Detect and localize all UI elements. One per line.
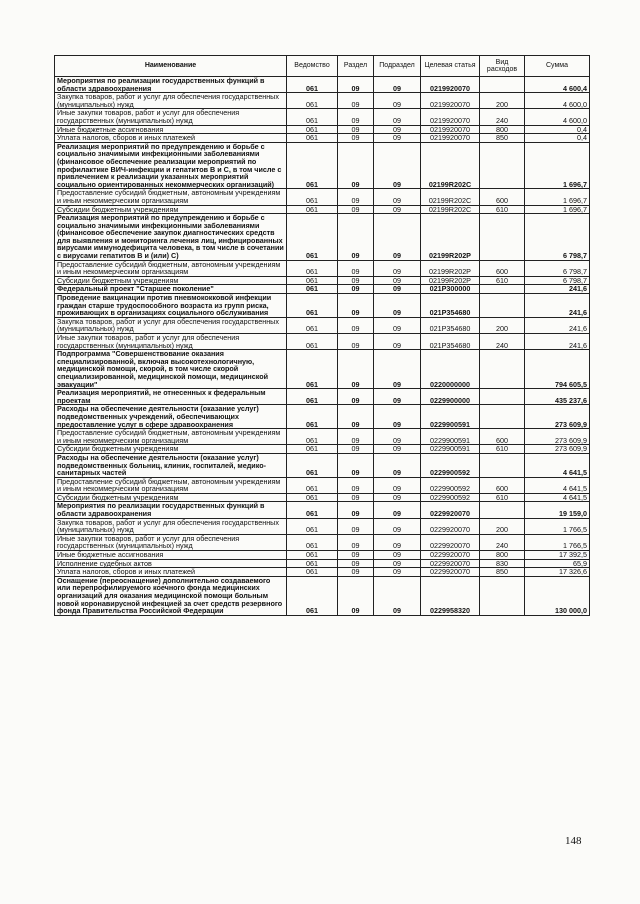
- cell-section: 09: [338, 576, 374, 615]
- header-subsection: Подраздел: [374, 56, 421, 77]
- cell-exptype: 600: [480, 429, 525, 445]
- header-target: Целевая статья: [421, 56, 480, 77]
- cell-dept: 061: [287, 294, 338, 318]
- cell-section: 09: [338, 214, 374, 261]
- cell-name: Иные закупки товаров, работ и услуг для обеспечения государственных (муниципальных) нужд: [55, 109, 287, 125]
- cell-dept: 061: [287, 518, 338, 534]
- header-amount: Сумма: [525, 56, 590, 77]
- cell-subsection: 09: [374, 551, 421, 560]
- table-row: [55, 453, 590, 477]
- cell-dept: 061: [287, 445, 338, 454]
- cell-exptype: [480, 77, 525, 93]
- cell-subsection: 09: [374, 534, 421, 550]
- cell-amount: 6 798,7: [525, 214, 590, 261]
- cell-subsection: 09: [374, 276, 421, 285]
- cell-amount: 273 609,9: [525, 429, 590, 445]
- cell-name: Иные бюджетные ассигнования: [55, 125, 287, 134]
- cell-section: 09: [338, 559, 374, 568]
- cell-exptype: 800: [480, 125, 525, 134]
- cell-subsection: 09: [374, 518, 421, 534]
- cell-name: Закупка товаров, работ и услуг для обеспечения государственных (муниципальных) нужд: [55, 93, 287, 109]
- cell-target: 0220000000: [421, 350, 480, 389]
- cell-target: 0229900591: [421, 405, 480, 429]
- cell-target: 0229920070: [421, 559, 480, 568]
- cell-name: Предоставление субсидий бюджетным, автономным учреждениям и иным некоммерческим организациям: [55, 260, 287, 276]
- cell-subsection: 09: [374, 93, 421, 109]
- cell-section: 09: [338, 189, 374, 205]
- cell-exptype: 610: [480, 205, 525, 214]
- table-row: [55, 134, 590, 143]
- table-row: [55, 559, 590, 568]
- cell-target: 021P300000: [421, 285, 480, 294]
- cell-target: 0229900000: [421, 389, 480, 405]
- cell-exptype: 830: [480, 559, 525, 568]
- cell-amount: 17 392,5: [525, 551, 590, 560]
- cell-exptype: 240: [480, 534, 525, 550]
- cell-dept: 061: [287, 142, 338, 189]
- cell-subsection: 09: [374, 334, 421, 350]
- cell-subsection: 09: [374, 453, 421, 477]
- cell-dept: 061: [287, 205, 338, 214]
- cell-section: 09: [338, 334, 374, 350]
- cell-target: 0219920070: [421, 134, 480, 143]
- cell-section: 09: [338, 429, 374, 445]
- cell-name: Закупка товаров, работ и услуг для обеспечения государственных (муниципальных) нужд: [55, 518, 287, 534]
- cell-section: 09: [338, 502, 374, 518]
- cell-section: 09: [338, 534, 374, 550]
- cell-target: 02199R202C: [421, 142, 480, 189]
- cell-amount: 1 766,5: [525, 518, 590, 534]
- cell-subsection: 09: [374, 317, 421, 333]
- cell-target: 0229900591: [421, 429, 480, 445]
- cell-target: 02199R202C: [421, 205, 480, 214]
- cell-amount: 4 641,5: [525, 493, 590, 502]
- cell-dept: 061: [287, 568, 338, 577]
- page-number: 148: [565, 835, 582, 847]
- cell-exptype: [480, 576, 525, 615]
- cell-dept: 061: [287, 559, 338, 568]
- cell-name: Расходы на обеспечение деятельности (оказание услуг) подведомственных учреждений, обеспечивающих предоставление услуг в сфере здравоохранения: [55, 405, 287, 429]
- cell-target: 0229900592: [421, 493, 480, 502]
- cell-amount: 6 798,7: [525, 276, 590, 285]
- cell-amount: 241,6: [525, 317, 590, 333]
- cell-exptype: [480, 453, 525, 477]
- cell-name: Проведение вакцинации против пневмококковой инфекции граждан старше трудоспособного возраста из групп риска, проживающих в организациях социального обслуживания: [55, 294, 287, 318]
- table-row: [55, 205, 590, 214]
- cell-section: 09: [338, 109, 374, 125]
- table-row: [55, 77, 590, 93]
- cell-section: 09: [338, 493, 374, 502]
- cell-exptype: [480, 294, 525, 318]
- cell-target: 021P354680: [421, 294, 480, 318]
- budget-table: [54, 55, 590, 616]
- cell-amount: 241,6: [525, 334, 590, 350]
- cell-subsection: 09: [374, 445, 421, 454]
- cell-subsection: 09: [374, 350, 421, 389]
- cell-dept: 061: [287, 477, 338, 493]
- cell-amount: 4 600,4: [525, 77, 590, 93]
- cell-dept: 061: [287, 214, 338, 261]
- cell-dept: 061: [287, 189, 338, 205]
- cell-amount: 1 696,7: [525, 205, 590, 214]
- cell-exptype: 800: [480, 551, 525, 560]
- cell-section: 09: [338, 389, 374, 405]
- table-row: [55, 285, 590, 294]
- cell-section: 09: [338, 350, 374, 389]
- table-row: [55, 445, 590, 454]
- cell-exptype: [480, 285, 525, 294]
- cell-amount: 65,9: [525, 559, 590, 568]
- cell-section: 09: [338, 93, 374, 109]
- cell-name: Субсидии бюджетным учреждениям: [55, 493, 287, 502]
- cell-amount: 17 326,6: [525, 568, 590, 577]
- cell-amount: 0,4: [525, 134, 590, 143]
- table-row: [55, 518, 590, 534]
- table-row: [55, 477, 590, 493]
- cell-amount: 4 641,5: [525, 453, 590, 477]
- cell-exptype: 850: [480, 568, 525, 577]
- cell-name: Реализация мероприятий по предупреждению и борьбе с социально значимыми инфекционными заболеваниями (финансовое обеспечение реализации мероприятий по профилактике ВИЧ-инфекции и гепатитов В и С, в том числе с привлечением к реализации указанных мероприятий социально ориентированных некоммерческих организаций): [55, 142, 287, 189]
- cell-exptype: [480, 350, 525, 389]
- cell-subsection: 09: [374, 389, 421, 405]
- cell-amount: 1 696,7: [525, 142, 590, 189]
- cell-name: Предоставление субсидий бюджетным, автономным учреждениям и иным некоммерческим организациям: [55, 189, 287, 205]
- cell-exptype: 610: [480, 493, 525, 502]
- cell-subsection: 09: [374, 576, 421, 615]
- cell-section: 09: [338, 77, 374, 93]
- cell-amount: 4 600,0: [525, 93, 590, 109]
- table-row: [55, 260, 590, 276]
- cell-section: 09: [338, 317, 374, 333]
- cell-amount: 19 159,0: [525, 502, 590, 518]
- cell-name: Предоставление субсидий бюджетным, автономным учреждениям и иным некоммерческим организациям: [55, 429, 287, 445]
- header-section: Раздел: [338, 56, 374, 77]
- table-row: [55, 276, 590, 285]
- cell-section: 09: [338, 294, 374, 318]
- cell-target: 0229958320: [421, 576, 480, 615]
- cell-dept: 061: [287, 493, 338, 502]
- cell-name: Закупка товаров, работ и услуг для обеспечения государственных (муниципальных) нужд: [55, 317, 287, 333]
- cell-subsection: 09: [374, 109, 421, 125]
- cell-exptype: 610: [480, 276, 525, 285]
- cell-name: Расходы на обеспечение деятельности (оказание услуг) подведомственных больниц, клиник, госпиталей, медико-санитарных частей: [55, 453, 287, 477]
- cell-exptype: 850: [480, 134, 525, 143]
- cell-name: Уплата налогов, сборов и иных платежей: [55, 568, 287, 577]
- cell-section: 09: [338, 285, 374, 294]
- cell-dept: 061: [287, 350, 338, 389]
- cell-dept: 061: [287, 405, 338, 429]
- cell-amount: 1 696,7: [525, 189, 590, 205]
- cell-subsection: 09: [374, 189, 421, 205]
- table-row: [55, 142, 590, 189]
- cell-dept: 061: [287, 453, 338, 477]
- cell-section: 09: [338, 142, 374, 189]
- cell-target: 0229900591: [421, 445, 480, 454]
- table-row: [55, 109, 590, 125]
- cell-amount: 273 609,9: [525, 445, 590, 454]
- cell-exptype: [480, 389, 525, 405]
- cell-name: Уплата налогов, сборов и иных платежей: [55, 134, 287, 143]
- table-row: [55, 350, 590, 389]
- cell-target: 0219920070: [421, 109, 480, 125]
- cell-exptype: 610: [480, 445, 525, 454]
- table-row: [55, 502, 590, 518]
- cell-dept: 061: [287, 77, 338, 93]
- cell-exptype: [480, 405, 525, 429]
- cell-amount: 4 600,0: [525, 109, 590, 125]
- cell-amount: 6 798,7: [525, 260, 590, 276]
- cell-exptype: 200: [480, 317, 525, 333]
- cell-target: 0219920070: [421, 125, 480, 134]
- cell-dept: 061: [287, 389, 338, 405]
- cell-name: Реализация мероприятий, не отнесенных к федеральным проектам: [55, 389, 287, 405]
- cell-amount: 1 766,5: [525, 534, 590, 550]
- cell-subsection: 09: [374, 559, 421, 568]
- cell-amount: 0,4: [525, 125, 590, 134]
- cell-exptype: 200: [480, 518, 525, 534]
- cell-name: Предоставление субсидий бюджетным, автономным учреждениям и иным некоммерческим организациям: [55, 477, 287, 493]
- table-row: [55, 576, 590, 615]
- cell-exptype: 240: [480, 109, 525, 125]
- cell-section: 09: [338, 125, 374, 134]
- cell-amount: 4 641,5: [525, 477, 590, 493]
- cell-amount: 241,6: [525, 285, 590, 294]
- table-row: [55, 493, 590, 502]
- cell-name: Мероприятия по реализации государственных функций в области здравоохранения: [55, 77, 287, 93]
- cell-target: 021P354680: [421, 334, 480, 350]
- cell-target: 0229920070: [421, 568, 480, 577]
- header-name: Наименование: [55, 56, 287, 77]
- cell-subsection: 09: [374, 294, 421, 318]
- table-row: [55, 551, 590, 560]
- cell-name: Оснащение (переоснащение) дополнительно создаваемого или перепрофилируемого коечного фонда медицинских организаций для оказания медицинской помощи больным новой коронавирусной инфекцией за счет средств резервного фонда Правительства Российской Федерации: [55, 576, 287, 615]
- cell-name: Подпрограмма "Совершенствование оказания специализированной, включая высокотехнологичную, медицинской помощи, скорой, в том числе скорой специализированной, медицинской помощи, медицинской эвакуации": [55, 350, 287, 389]
- cell-subsection: 09: [374, 493, 421, 502]
- cell-exptype: 600: [480, 477, 525, 493]
- cell-subsection: 09: [374, 205, 421, 214]
- cell-exptype: 240: [480, 334, 525, 350]
- table-row: [55, 93, 590, 109]
- cell-name: Субсидии бюджетным учреждениям: [55, 205, 287, 214]
- table-row: [55, 334, 590, 350]
- cell-target: 0219920070: [421, 77, 480, 93]
- cell-amount: 794 605,5: [525, 350, 590, 389]
- cell-amount: 241,6: [525, 294, 590, 318]
- cell-dept: 061: [287, 276, 338, 285]
- cell-subsection: 09: [374, 568, 421, 577]
- cell-subsection: 09: [374, 502, 421, 518]
- cell-dept: 061: [287, 502, 338, 518]
- cell-subsection: 09: [374, 134, 421, 143]
- cell-exptype: 200: [480, 93, 525, 109]
- table-row: [55, 214, 590, 261]
- table-row: [55, 568, 590, 577]
- cell-name: Мероприятия по реализации государственных функций в области здравоохранения: [55, 502, 287, 518]
- table-header-row: [55, 56, 590, 77]
- header-exptype: Вид расходов: [480, 56, 525, 77]
- table-row: [55, 534, 590, 550]
- table-row: [55, 405, 590, 429]
- cell-target: 0229920070: [421, 534, 480, 550]
- cell-name: Федеральный проект "Старшее поколение": [55, 285, 287, 294]
- table-row: [55, 429, 590, 445]
- cell-amount: 435 237,6: [525, 389, 590, 405]
- cell-dept: 061: [287, 317, 338, 333]
- cell-subsection: 09: [374, 477, 421, 493]
- cell-dept: 061: [287, 134, 338, 143]
- cell-name: Субсидии бюджетным учреждениям: [55, 276, 287, 285]
- cell-target: 0229920070: [421, 518, 480, 534]
- table-row: [55, 125, 590, 134]
- cell-dept: 061: [287, 551, 338, 560]
- cell-exptype: [480, 502, 525, 518]
- cell-target: 02199R202P: [421, 276, 480, 285]
- cell-section: 09: [338, 405, 374, 429]
- cell-dept: 061: [287, 93, 338, 109]
- cell-name: Субсидии бюджетным учреждениям: [55, 445, 287, 454]
- cell-target: 02199R202P: [421, 260, 480, 276]
- cell-target: 0219920070: [421, 93, 480, 109]
- cell-dept: 061: [287, 285, 338, 294]
- table-row: [55, 389, 590, 405]
- cell-amount: 273 609,9: [525, 405, 590, 429]
- cell-section: 09: [338, 453, 374, 477]
- table-row: [55, 317, 590, 333]
- cell-dept: 061: [287, 429, 338, 445]
- cell-name: Иные закупки товаров, работ и услуг для обеспечения государственных (муниципальных) нужд: [55, 534, 287, 550]
- cell-target: 0229900592: [421, 477, 480, 493]
- cell-target: 021P354680: [421, 317, 480, 333]
- cell-target: 0229900592: [421, 453, 480, 477]
- header-dept: Ведомство: [287, 56, 338, 77]
- cell-subsection: 09: [374, 260, 421, 276]
- cell-section: 09: [338, 551, 374, 560]
- cell-name: Иные бюджетные ассигнования: [55, 551, 287, 560]
- cell-subsection: 09: [374, 285, 421, 294]
- cell-target: 0229920070: [421, 551, 480, 560]
- cell-exptype: [480, 214, 525, 261]
- cell-dept: 061: [287, 109, 338, 125]
- cell-subsection: 09: [374, 77, 421, 93]
- cell-exptype: [480, 142, 525, 189]
- cell-subsection: 09: [374, 125, 421, 134]
- cell-name: Реализация мероприятий по предупреждению и борьбе с социально значимыми инфекционными заболеваниями (финансовое обеспечение закупок диагностических средств для выявления и мониторинга лечения лиц, инфицированных вирусами иммунодефицита человека, в том числе в сочетании с вирусами гепатитов В и (или) С): [55, 214, 287, 261]
- cell-amount: 130 000,0: [525, 576, 590, 615]
- cell-dept: 061: [287, 125, 338, 134]
- cell-dept: 061: [287, 334, 338, 350]
- cell-subsection: 09: [374, 214, 421, 261]
- cell-subsection: 09: [374, 405, 421, 429]
- cell-section: 09: [338, 445, 374, 454]
- cell-dept: 061: [287, 576, 338, 615]
- cell-section: 09: [338, 518, 374, 534]
- cell-subsection: 09: [374, 142, 421, 189]
- cell-section: 09: [338, 260, 374, 276]
- cell-dept: 061: [287, 260, 338, 276]
- cell-name: Иные закупки товаров, работ и услуг для обеспечения государственных (муниципальных) нужд: [55, 334, 287, 350]
- cell-section: 09: [338, 477, 374, 493]
- cell-section: 09: [338, 276, 374, 285]
- cell-subsection: 09: [374, 429, 421, 445]
- cell-section: 09: [338, 205, 374, 214]
- table-row: [55, 189, 590, 205]
- cell-target: 0229920070: [421, 502, 480, 518]
- cell-exptype: 600: [480, 189, 525, 205]
- cell-dept: 061: [287, 534, 338, 550]
- cell-target: 02199R202C: [421, 189, 480, 205]
- cell-name: Исполнение судебных актов: [55, 559, 287, 568]
- cell-section: 09: [338, 568, 374, 577]
- cell-exptype: 600: [480, 260, 525, 276]
- cell-target: 02199R202P: [421, 214, 480, 261]
- cell-section: 09: [338, 134, 374, 143]
- table-row: [55, 294, 590, 318]
- table-body: [55, 77, 590, 616]
